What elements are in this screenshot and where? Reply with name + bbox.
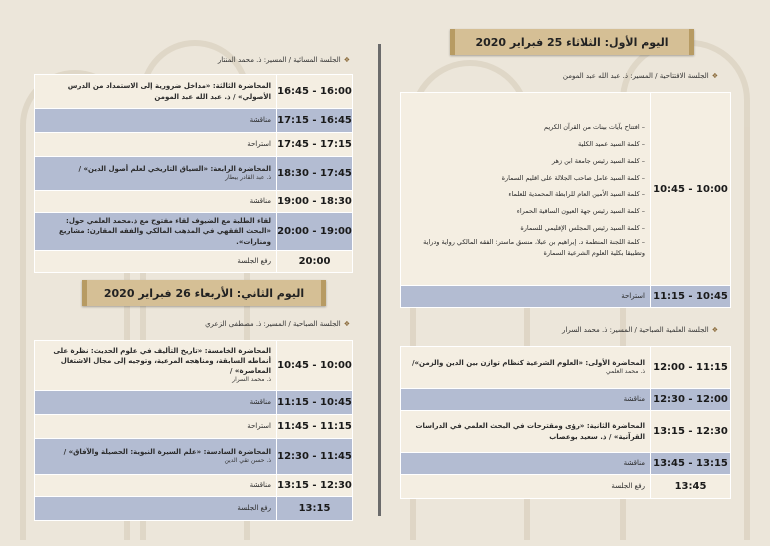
time-cell: 19:00 - 18:30 <box>277 191 353 213</box>
diamond-icon: ❖ <box>711 72 718 80</box>
talk-cell <box>35 157 277 191</box>
table-row <box>401 411 731 453</box>
list-item: – كلمة السيد رئيس المجلس الإقليمي للسمارة <box>406 220 645 237</box>
speaker-name: ذ. محمد العلمي <box>606 368 645 376</box>
table-row <box>401 389 731 411</box>
talk-cell: رفع الجلسة <box>35 497 277 521</box>
table-row <box>35 109 353 133</box>
table-row <box>35 75 353 109</box>
table-row <box>35 341 353 391</box>
talk-cell: استراحة <box>35 133 277 157</box>
time-cell: 10:45 - 10:00 <box>277 341 353 391</box>
talk-title: المحاضرة الثالثة: «مداخل ضرورية إلى الاستمداد من الدرس الأصولي» / ذ. عبد الله عبد المومن <box>67 82 271 101</box>
opening-session-title <box>563 72 718 80</box>
break-label: استراحة <box>401 286 651 308</box>
talk-cell <box>35 213 277 251</box>
opening-items-list <box>406 119 645 259</box>
talk-cell: مناقشة <box>35 475 277 497</box>
evening-session-title-text: الجلسة المسائية / المسير: ذ. محمد المنتار <box>217 56 341 64</box>
day2-banner-text: اليوم الثاني: الأربعاء 26 فبراير 2020 <box>103 286 305 300</box>
table-row <box>35 475 353 497</box>
table-row <box>35 133 353 157</box>
table-row <box>401 93 731 286</box>
opening-table <box>400 92 731 308</box>
time-cell: 11:45 - 11:15 <box>277 415 353 439</box>
day1-morning-table <box>400 346 731 499</box>
talk-cell <box>35 75 277 109</box>
table-row <box>35 251 353 273</box>
time-cell: 20:00 <box>277 251 353 273</box>
time-cell: 11:15 - 10:45 <box>277 391 353 415</box>
day1-morning-session-title-text: الجلسة العلمية الصباحية / المسير: ذ. محمد السرار <box>562 326 709 334</box>
evening-session-title <box>218 56 350 64</box>
time-cell: 17:45 - 17:15 <box>277 133 353 157</box>
list-item: – افتتاح بآيات بينات من القرآن الكريم <box>406 119 645 136</box>
day2-morning-session-title-text: الجلسة الصباحية / المسير: ذ. مصطفى الزعري <box>205 320 341 328</box>
day1-morning-session-title <box>562 326 718 334</box>
talk-cell <box>35 341 277 391</box>
list-item: – كلمة السيد عميد الكلية <box>406 136 645 153</box>
table-row <box>401 286 731 308</box>
talk-title: المحاضرة الرابعة: «السياق التاريخي لعلم أصول الدين» / <box>78 165 271 174</box>
day1-banner-text: اليوم الأول: الثلاثاء 25 فبراير 2020 <box>475 35 669 49</box>
table-row <box>401 347 731 389</box>
talk-title: المحاضرة الأولى: «العلوم الشرعية كنظام توازن بين الدين والزمن»/ <box>411 359 645 368</box>
column-divider <box>378 44 381 516</box>
talk-title: لقاء الطلبة مع الضيوف لقاء مفتوح مع ذ.محمد العلمي حول: «البحث الفقهي في المذهب المالكي والفقه المقارن: مشاريع ومنارات». <box>59 217 271 246</box>
table-row <box>401 453 731 475</box>
talk-title: المحاضرة السادسة: «علم السيرة النبوية: الحصيلة والآفاق» / <box>63 448 271 457</box>
speaker-name: ذ. عبد القادر بيطار <box>225 174 271 182</box>
talk-cell <box>35 439 277 475</box>
diamond-icon: ❖ <box>343 320 350 328</box>
day1-banner <box>450 29 694 55</box>
time-cell: 12:30 - 12:00 <box>651 389 731 411</box>
talk-title: المحاضرة الخامسة: «تاريخ التأليف في علوم الحديث: نظرة على أنماطه السابقة، ومناهجه المرعية، وتوجيه إلى مجال الاشتغال المعاصرة» / <box>53 346 271 376</box>
time-cell: 13:45 - 13:15 <box>651 453 731 475</box>
opening-time: 10:45 - 10:00 <box>651 93 731 286</box>
talk-cell <box>401 347 651 389</box>
list-item: – كلمة السيد رئيس جهة العيون الساقية الحمراء <box>406 203 645 220</box>
talk-cell: رفع الجلسة <box>401 475 651 499</box>
table-row <box>35 191 353 213</box>
talk-cell: مناقشة <box>35 391 277 415</box>
table-row <box>35 497 353 521</box>
time-cell: 12:30 - 11:45 <box>277 439 353 475</box>
talk-title: المحاضرة الثانية: «رؤى ومقترحات في البحث العلمي في الدراسات القرآنية» / ذ. سعيد بوعصاب <box>415 422 645 441</box>
table-row <box>35 213 353 251</box>
talk-cell <box>401 411 651 453</box>
talk-cell: مناقشة <box>35 191 277 213</box>
talk-cell: مناقشة <box>35 109 277 133</box>
speaker-name: ذ. حسن تقي الدين <box>224 457 271 465</box>
diamond-icon: ❖ <box>343 56 350 64</box>
table-row <box>401 475 731 499</box>
talk-cell: رفع الجلسة <box>35 251 277 273</box>
break-time: 11:15 - 10:45 <box>651 286 731 308</box>
day2-morning-session-title <box>205 320 350 328</box>
table-row <box>35 391 353 415</box>
opening-session-title-text: الجلسة الافتتاحية / المسير: ذ. عبد الله عبد المومن <box>562 72 709 80</box>
list-item: – كلمة السيد الأمين العام للرابطة المحمدية للعلماء <box>406 186 645 203</box>
time-cell: 16:45 - 16:00 <box>277 75 353 109</box>
table-row <box>35 415 353 439</box>
time-cell: 13:15 - 12:30 <box>277 475 353 497</box>
list-item: – كلمة السيد رئيس جامعة ابن زهر <box>406 153 645 170</box>
time-cell: 13:15 <box>277 497 353 521</box>
time-cell: 17:15 - 16:45 <box>277 109 353 133</box>
opening-items-cell <box>401 93 651 286</box>
day2-morning-table <box>34 340 353 521</box>
time-cell: 13:45 <box>651 475 731 499</box>
list-item: – كلمة السيد عامل صاحب الجلالة على اقليم السمارة <box>406 170 645 187</box>
day2-banner <box>82 280 326 306</box>
time-cell: 12:00 - 11:15 <box>651 347 731 389</box>
talk-cell: مناقشة <box>401 453 651 475</box>
table-row <box>35 439 353 475</box>
time-cell: 20:00 - 19:00 <box>277 213 353 251</box>
time-cell: 13:15 - 12:30 <box>651 411 731 453</box>
diamond-icon: ❖ <box>711 326 718 334</box>
table-row <box>35 157 353 191</box>
time-cell: 18:30 - 17:45 <box>277 157 353 191</box>
talk-cell: استراحة <box>35 415 277 439</box>
list-item: – كلمة اللجنة المنظمة د. إبراهيم بن عبلا، منسق ماستر: الفقه المالكي رواية ودراية وتطبيقا بكلية العلوم الشرعية السمارة <box>406 237 645 259</box>
speaker-name: ذ. محمد السرار <box>232 376 271 384</box>
evening-table <box>34 74 353 273</box>
talk-cell: مناقشة <box>401 389 651 411</box>
